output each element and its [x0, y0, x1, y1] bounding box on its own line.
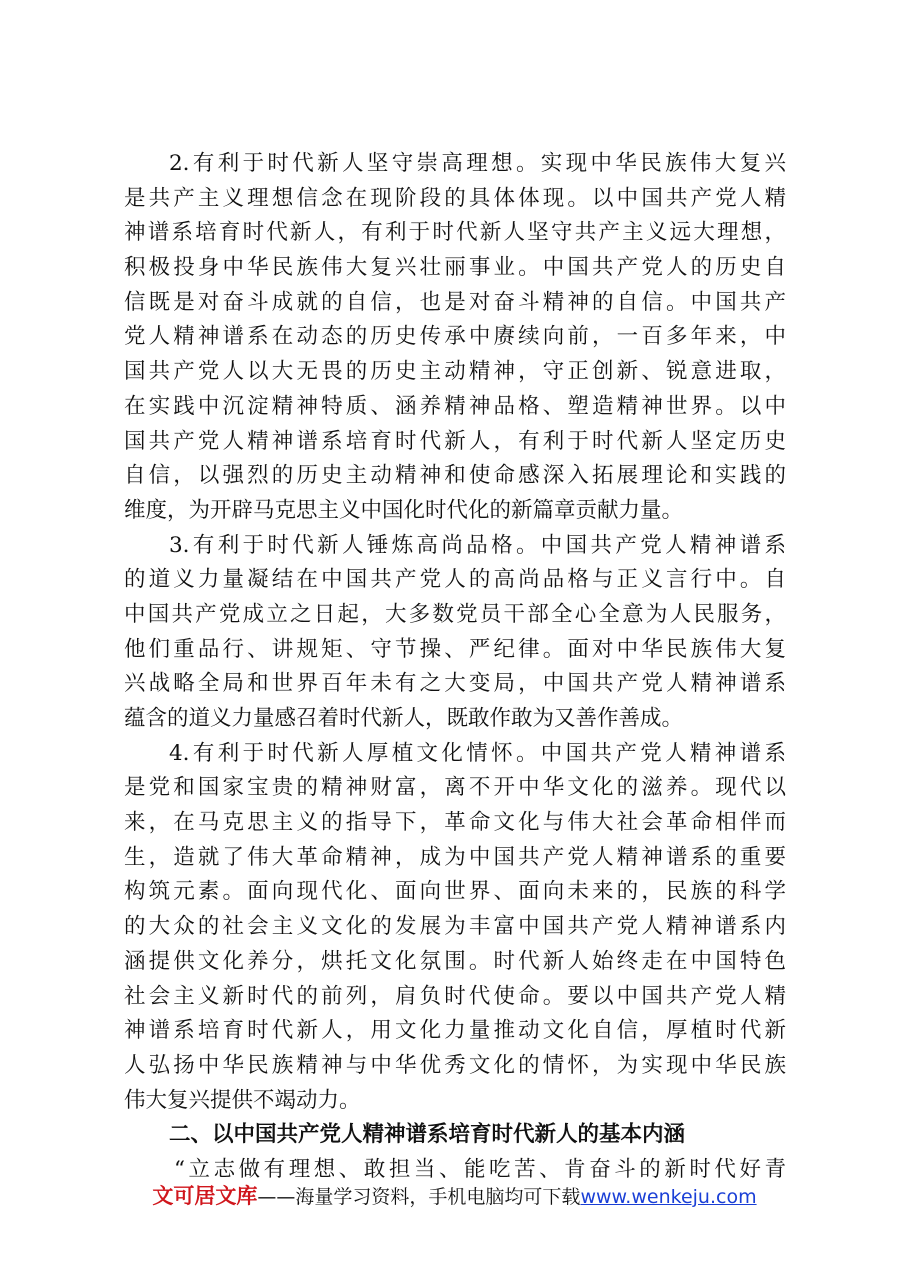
footer-brand: 文可居文库 — [152, 1184, 258, 1208]
text-line: 中国共产党成立之日起，大多数党员干部全心全意为人民服务， — [124, 601, 786, 627]
text-line: 的道义力量凝结在中国共产党人的高尚品格与正义言行中。自 — [124, 567, 786, 593]
text-line: 信既是对奋斗成就的自信，也是对奋斗精神的自信。中国共产 — [124, 289, 786, 315]
text-line: 他们重品行、讲规矩、守节操、严纪律。面对中华民族伟大复 — [124, 636, 786, 662]
text-line: 兴战略全局和世界百年未有之大变局，中国共产党人精神谱系 — [124, 671, 786, 697]
text-line: 自信，以强烈的历史主动精神和使命感深入拓展理论和实践的 — [124, 463, 786, 489]
text-line: 涵提供文化养分，烘托文化氛围。时代新人始终走在中国特色 — [124, 948, 786, 974]
text-line: 在实践中沉淀精神特质、涵养精神品格、塑造精神世界。以中 — [124, 393, 786, 419]
text-line: 人弘扬中华民族精神与中华优秀文化的情怀，为实现中华民族 — [124, 1052, 786, 1078]
text-line: 是共产主义理想信念在现阶段的具体体现。以中国共产党人精 — [124, 185, 786, 211]
text-line: 国共产党人以大无畏的历史主动精神，守正创新、锐意进取， — [124, 359, 786, 385]
text-line: 来，在马克思主义的指导下，革命文化与伟大社会革命相伴而 — [124, 810, 786, 836]
text-line: 伟大复兴提供不竭动力。 — [124, 1087, 361, 1113]
text-line: “立志做有理想、敢担当、能吃苦、肯奋斗的新时代好青 — [174, 1156, 786, 1182]
text-line: 社会主义新时代的前列，肩负时代使命。要以中国共产党人精 — [124, 983, 786, 1009]
text-line: 神谱系培育时代新人，有利于时代新人坚守共产主义远大理想， — [124, 220, 786, 246]
footer-banner — [0, 1182, 909, 1211]
text-line: 是党和国家宝贵的精神财富，离不开中华文化的滋养。现代以 — [124, 775, 786, 801]
text-line: 党人精神谱系在动态的历史传承中赓续向前，一百多年来，中 — [124, 324, 786, 350]
text-line: 国共产党人精神谱系培育时代新人，有利于时代新人坚定历史 — [124, 428, 786, 454]
footer-tagline: ——海量学习资料，手机电脑均可下载 — [257, 1186, 581, 1208]
section-heading: 二、以中国共产党人精神谱系培育时代新人的基本内涵 — [169, 1122, 686, 1148]
text-line: 4.有利于时代新人厚植文化情怀。中国共产党人精神谱系 — [169, 740, 786, 766]
text-line: 神谱系培育时代新人，用文化力量推动文化自信，厚植时代新 — [124, 1018, 786, 1044]
document-body — [124, 148, 786, 1189]
text-line: 积极投身中华民族伟大复兴壮丽事业。中国共产党人的历史自 — [124, 255, 786, 281]
text-line: 蕴含的道义力量感召着时代新人，既敢作敢为又善作善成。 — [124, 706, 684, 731]
text-line: 3.有利于时代新人锤炼高尚品格。中国共产党人精神谱系 — [169, 532, 786, 558]
text-line: 2.有利于时代新人坚守崇高理想。实现中华民族伟大复兴 — [169, 151, 786, 176]
text-line: 维度，为开辟马克思主义中国化时代化的新篇章贡献力量。 — [124, 497, 684, 523]
text-line: 构筑元素。面向现代化、面向世界、面向未来的，民族的科学 — [124, 879, 786, 905]
text-line: 生，造就了伟大革命精神，成为中国共产党人精神谱系的重要 — [124, 844, 786, 870]
text-line: 的大众的社会主义文化的发展为丰富中国共产党人精神谱系内 — [124, 914, 786, 940]
footer-url-link[interactable]: www.wenkeju.com — [580, 1186, 757, 1208]
